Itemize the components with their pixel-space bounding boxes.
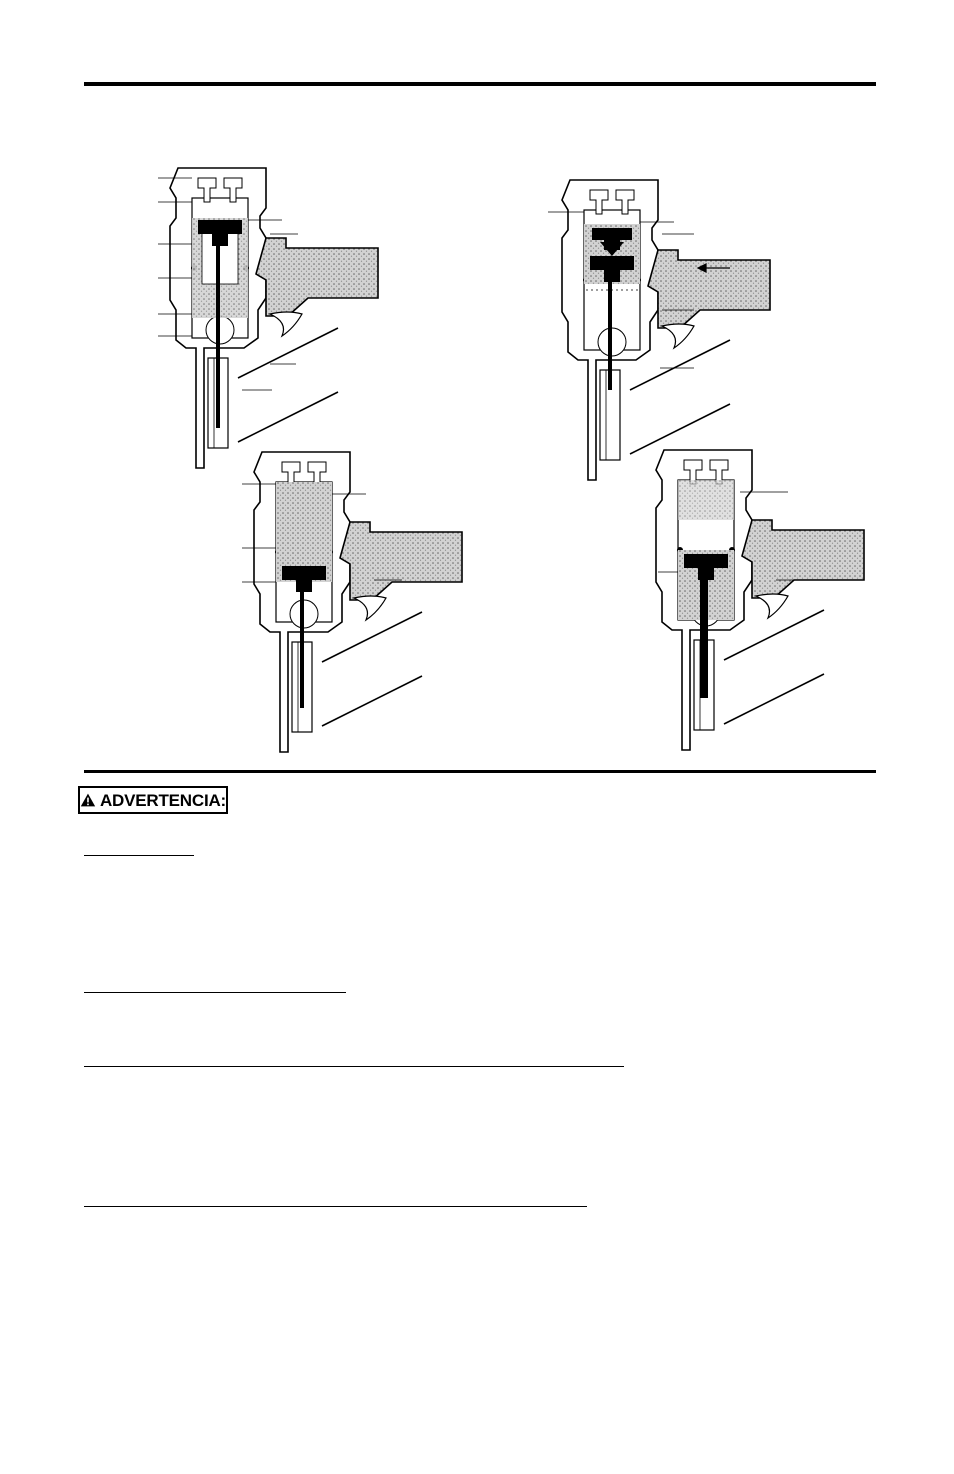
figure-4-diagram	[656, 450, 864, 750]
heading-underline-4	[84, 1206, 587, 1207]
section-rule	[84, 770, 876, 773]
figure-2-diagram	[548, 180, 770, 480]
figure-3-diagram	[242, 452, 462, 752]
warning-triangle-icon	[80, 791, 96, 809]
warning-label: ADVERTENCIA:	[99, 790, 226, 810]
heading-underline-2	[84, 992, 346, 993]
figure-1-diagram	[158, 168, 378, 468]
warning-badge	[78, 786, 228, 814]
heading-underline-3	[84, 1066, 624, 1067]
heading-underline-1	[84, 855, 194, 856]
